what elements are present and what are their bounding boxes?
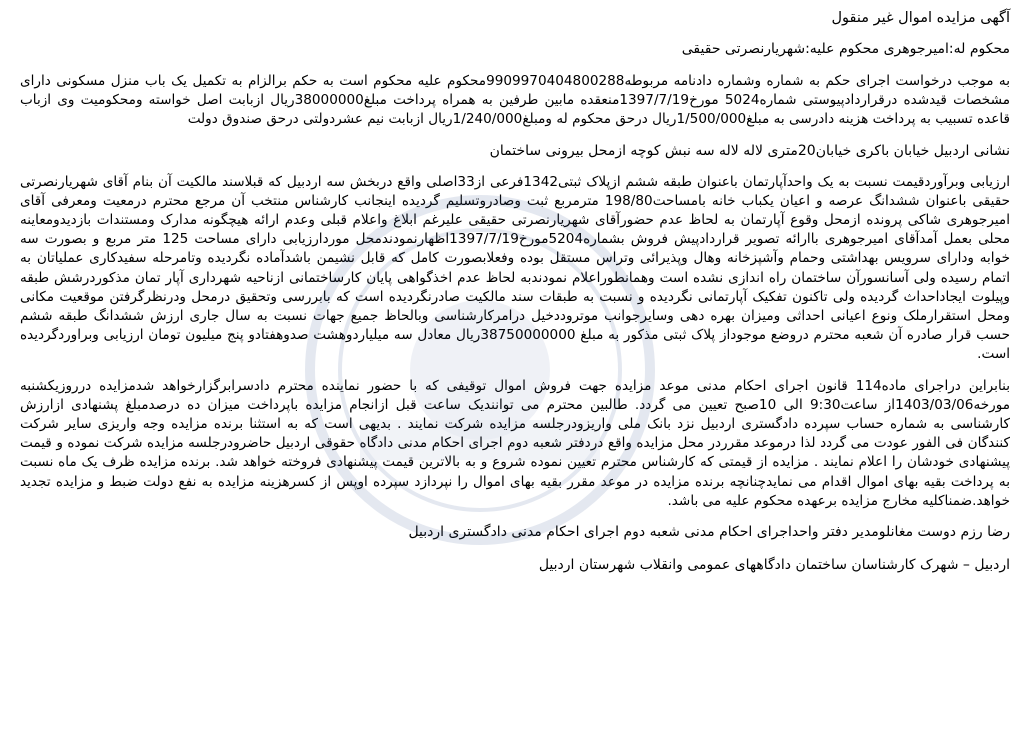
intro-paragraph: به موجب درخواست اجرای حکم به شماره وشماره دادنامه مربوطه9909970404800288محکوم علیه محکوم است به حکم برالزام به تکمیل یک باب منزل مسکونی دارای مشخصات قیدشده درقراردادپیوستی شماره5024 مورخ1397/7/19منعقده مابین طرفین به همراه پرداخت مبلغ38000000ریال ازبابت اصل خواسته ومحکومیت وی ازباب قاعده تسبیب به پرداخت هزینه دادرسی به مبلغ1/500/000ریال درحق محکوم له ومبلغ1/240/000ریال ازبابت نیم عشردولتی درحق صندوق دولت [20,73,1010,128]
notice-title: آگهی مزایده اموال غیر منقول [831,10,1010,26]
property-address: نشانی اردبیل خیابان باکری خیابان20متری لاله لاله سه نبش کوچه ازمحل بیرونی ساختمان [489,142,1010,159]
appraisal-paragraph: ارزیابی وبرآوردقیمت نسبت به یک واحدآپارتمان باعنوان طبقه ششم ازپلاک ثبتی1342فرعی از33اصلی واقع دربخش سه اردبیل که قبلاسند مالکیت آن بنام آقای شهریارنصرتی حقیقی باعنوان ششدانگ عرصه و اعیان یکباب خانه بامساحت198/80 مترمربع ثبت وصادروتسلیم گردیده اینجانب کارشناس منتخب آن مرجع محترم درمعیت ومعرفی آقای امیرجوهری شاکی پرونده ازمحل وقوع آپارتمان به لحاظ عدم حضورآقای شهریارنصرتی حقیقی علیرغم ابلاغ واعلام قبلی وعدم ارائه هیچگونه مدارک ومستندات بازدیدومعاینه محلی بعمل آمدآقای امیرجوهری باارائه تصویر قراردادپیش فروش بشماره5204مورخ1397/7/19اظهارنمودندمحل موردارزیابی دارای مساحت 125 متر مربع و بصورت سه خوابه ودارای سرویس بهداشتی وحمام وآشپزخانه وهال وپذیرائی وتراس مستقل بوده وفعلابصورت کامل که قابل نشیمن باشدآماده نگردیده وتامرحله سفیدکاری عملیاتان به اتمام رسیده ولی آسانسورآن ساختمان راه اندازی نشده است وهمانطوراعلام نمودندبه لحاظ عدم اخذگواهی پایان کارساختمانی ازناحیه شهرداری آپار تمان مذکوردرشش طبقه وپیلوت ایجاداحداث گردیده ولی تاکنون تفکیک آپارتمانی نگردیده و نسبت به طبقات سند مالکیت صادرنگردیده است که بابررسی وتحقیق درمحل ودرنظرگرفتن موقعیت مکانی ومحل استقرارملک ونوع اعیانی احداثی ومیزان بهره دهی وسایرجوانب موتروددخیل درامرکارشناسی وبالحاظ جمیع جهات نسبت به سال جاری ارزش ششدانگ طبقه ششم حسب قرار صادره آن شعبه محترم دروضع موجوداز پلاک ثبتی مذکور به مبلغ 38750000000ریال معادل سه میلیاردوهشت صدوهفتادو پنج میلیون تومان ارزیابی وبراوردگردیده است. [20,173,1010,363]
auction-paragraph: بنابراین دراجرای ماده114 قانون اجرای احکام مدنی موعد مزایده جهت فروش اموال توقیفی که با حضور نماینده محترم دادسرابرگزارخواهد شدمزایده درروزیکشنبه مورخه1403/03/06از ساعت9:30 الی 10صبح تعیین می گردد. طالبین محترم می توانندیک ساعت قبل ازانجام مزایده باپرداخت میزان ده درصدمبلغ پشنهادی ازارزش کارشناسی به شماره حساب سپرده دادگستری اردبیل نزد بانک ملی واریزودرجلسه مزایده شرکت نمایند . بدیهی است که به استثنا برنده مزایده وجه واریزی سایر شرکت کنندگان فی الفور عودت می گردد لذا درموعد مقرردر محل مزایده واقع دردفتر شعبه دوم اجرای احکام مدنی دادگاه حقوقی اردبیل حاضرودرجلسه مزایده شرکت نموده و قیمت پیشنهادی خودشان را اعلام نمایند . مزایده از قیمتی که کارشناس محترم تعیین نموده شروع و به بالاترین قیمت پیشنهادی فروخته خواهد شد. برنده مزایده ظرف یک ماه نسبت به پرداخت بقیه بهای اموال اقدام می نمایدچنانچه برنده مزایده در موعد مقرر بقیه بهای اموال را نپردازد سپرده اوپس از کسرهزینه مزایده به نفع دولت ضبط و مزایده تجدید خواهد.ضمناکلیه مخارج مزایده برعهده محکوم علیه می باشد. [20,377,1010,509]
footer-address: اردبیل – شهرک کارشناسان ساختمان دادگاههای عمومی وانقلاب شهرستان اردبیل [538,557,1010,574]
signature-line: رضا رزم دوست مغانلومدیر دفتر واحداجرای احکام مدنی شعبه دوم اجرای احکام مدنی دادگستری اردبیل [408,524,1010,541]
parties-line: محکوم له:امیرجوهری محکوم علیه:شهریارنصرتی حقیقی [681,41,1010,57]
